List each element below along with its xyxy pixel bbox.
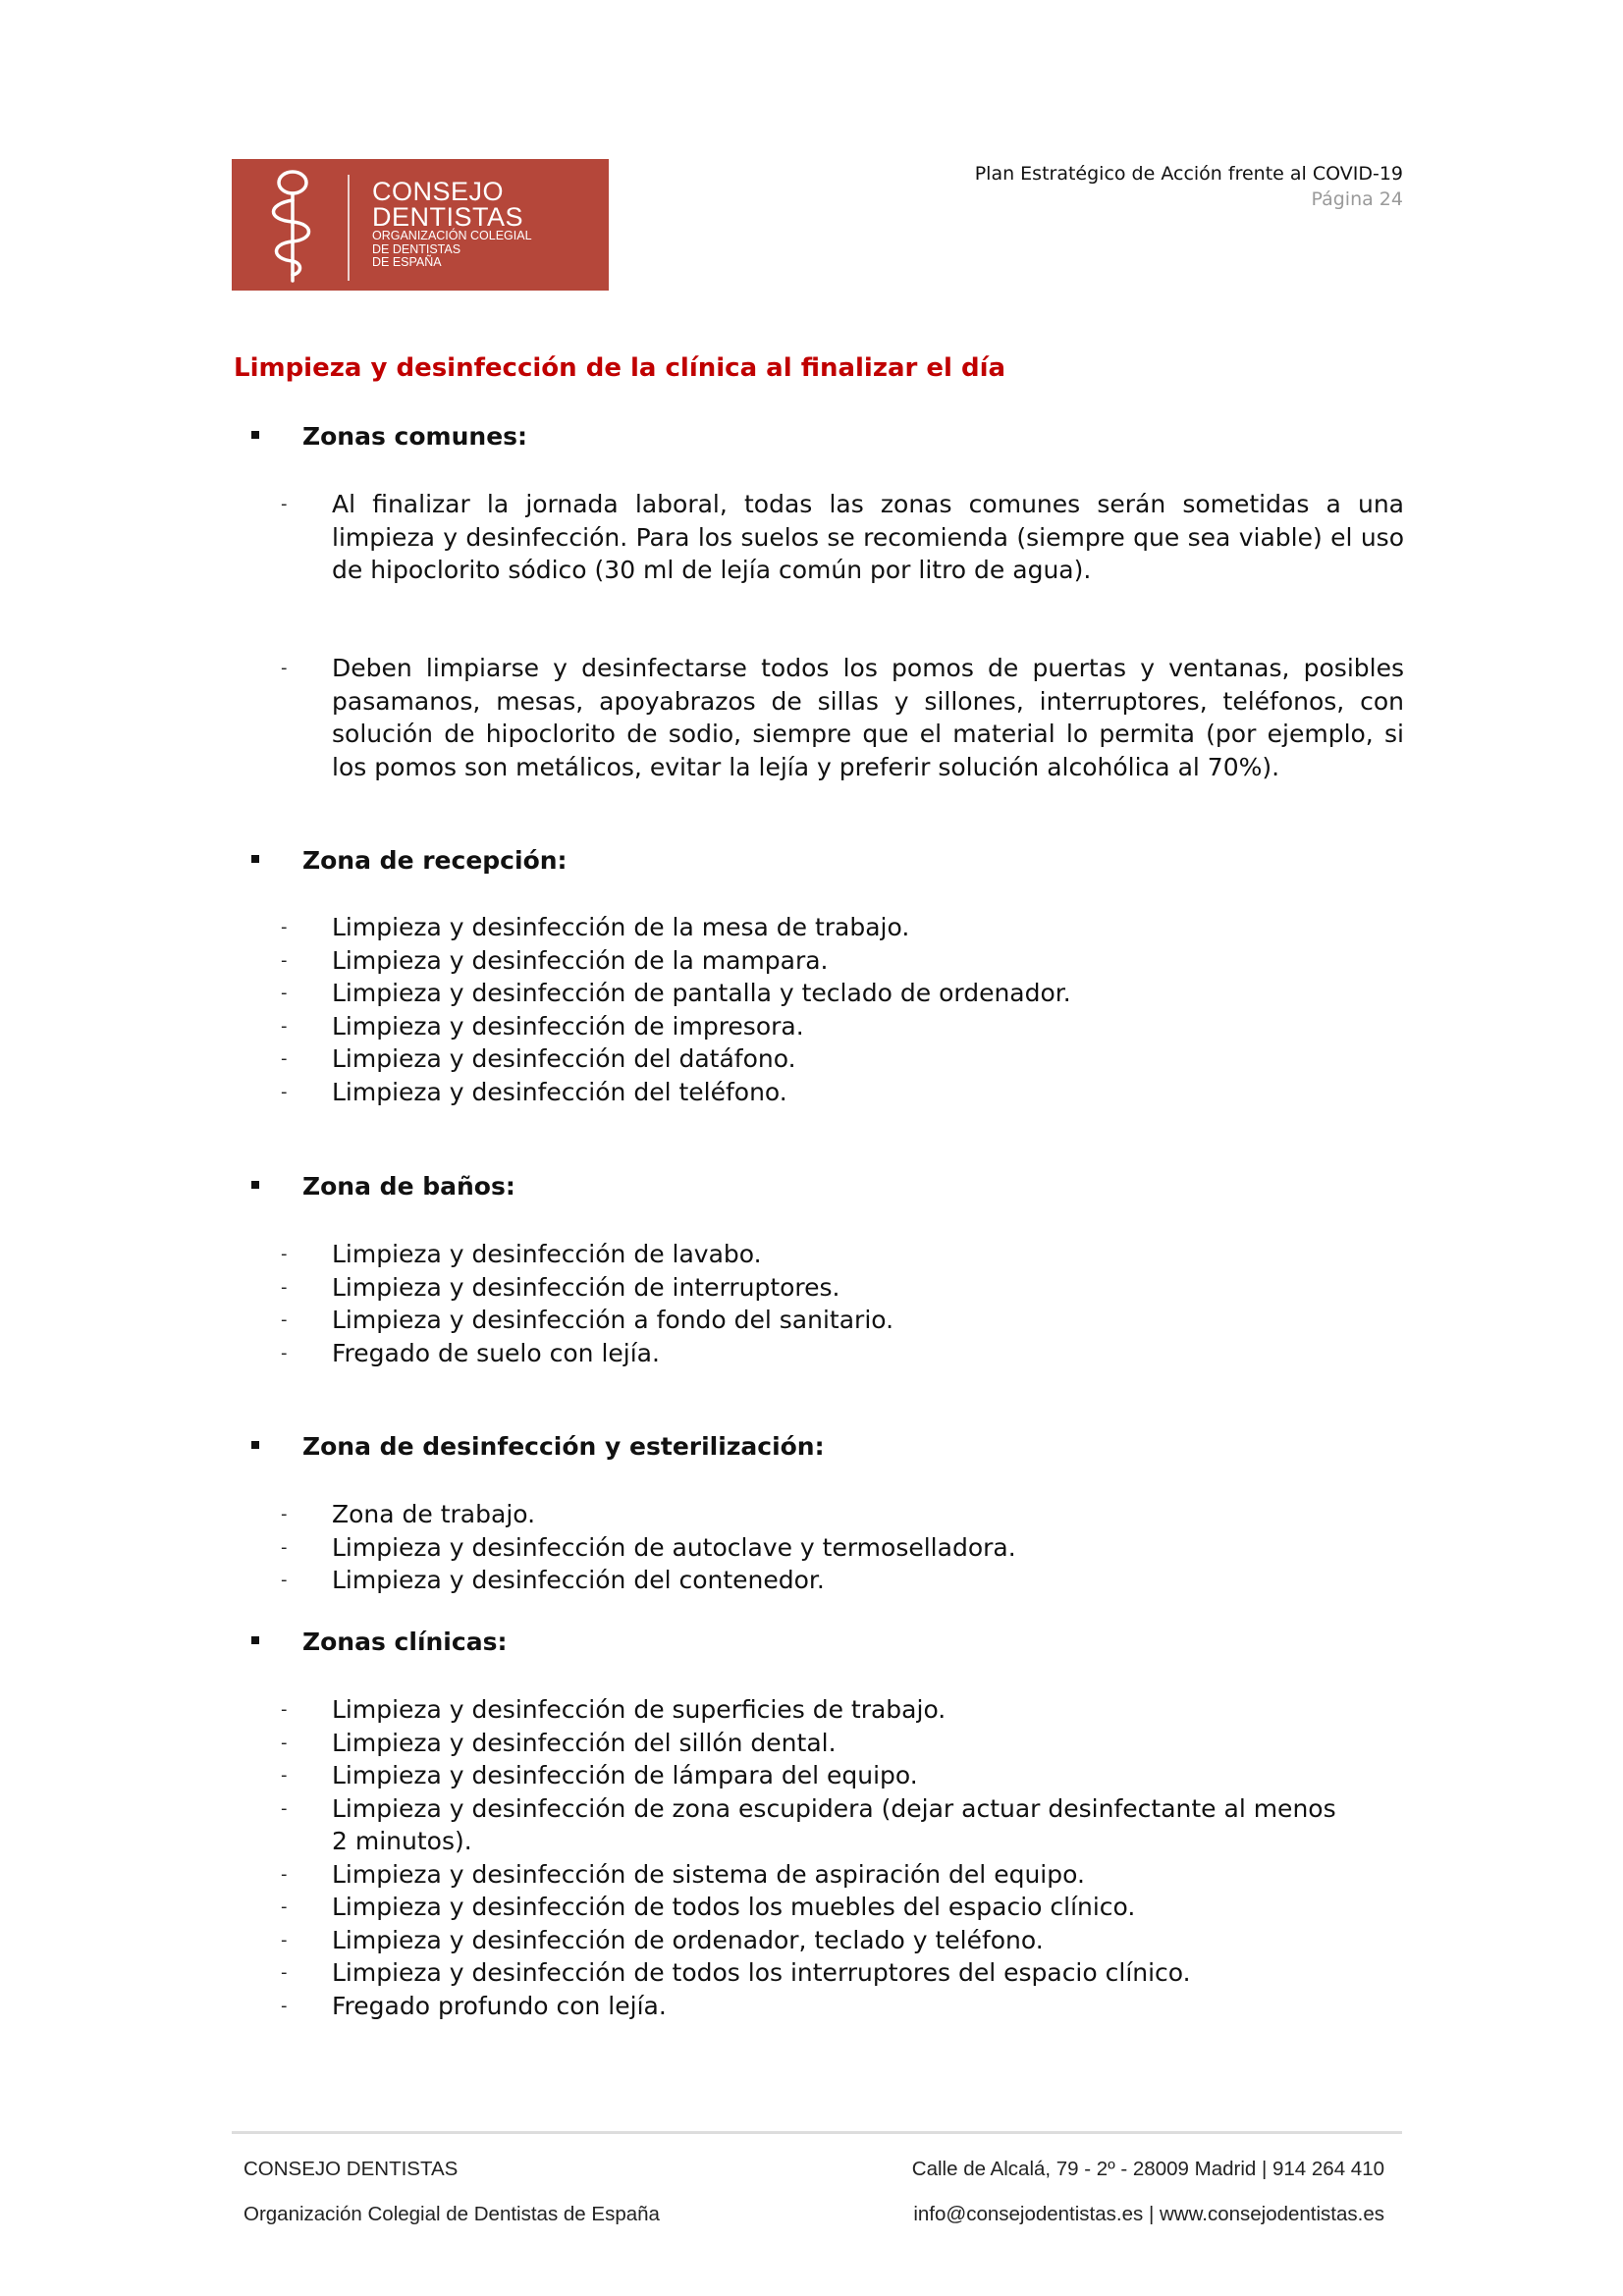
dash-bullet-icon: - [281,1309,288,1330]
section-title: Limpieza y desinfección de la clínica al finalizar el día [234,353,1006,383]
dash-bullet-icon: - [281,658,288,678]
square-bullet-icon [251,431,259,439]
list-recepcion [281,911,1404,1108]
section-heading-recepcion: Zona de recepción: [251,846,568,875]
list-item: - Limpieza y desinfección de pantalla y teclado de ordenador. [281,977,1404,1010]
logo-separator [348,175,350,281]
logo-wordmark: CONSEJO DENTISTAS [372,177,524,232]
list-item: - Limpieza y desinfección de impresora. [281,1010,1404,1043]
dash-bullet-icon: - [281,1699,288,1720]
section-heading-desinfeccion: Zona de desinfección y esterilización: [251,1432,825,1461]
square-bullet-icon [251,1441,259,1449]
dash-bullet-icon: - [281,1797,288,1819]
list-item: - Limpieza y desinfección del datáfono. [281,1042,1404,1076]
dash-bullet-icon: - [281,1536,288,1558]
dash-bullet-icon: - [281,494,288,514]
list-item: - Limpieza y desinfección de todos los muebles del espacio clínico. [281,1891,1404,1924]
caduceus-icon [253,165,332,287]
footer-contact: info@consejodentistas.es | www.consejodentistas.es [913,2203,1384,2225]
list-item: - Limpieza y desinfección de autoclave y termoselladora. [281,1531,1404,1565]
list-item: - Limpieza y desinfección de zona escupidera (dejar actuar desinfectante al menos 2 minutos). [281,1793,1336,1855]
dash-bullet-icon: - [281,1995,288,2016]
dash-bullet-icon: - [281,1048,288,1069]
list-clinicas [281,1693,1404,2022]
dash-bullet-icon: - [281,1765,288,1786]
list-item: - Limpieza y desinfección de sistema de aspiración del equipo. [281,1858,1404,1892]
list-desinfeccion [281,1498,1404,1597]
list-zonas-comunes [281,488,1404,587]
list-item: - Limpieza y desinfección del sillón dental. [281,1727,1404,1760]
dash-bullet-icon: - [281,1276,288,1298]
dash-bullet-icon: - [281,1081,288,1102]
section-heading-zonas-comunes: Zonas comunes: [251,422,527,451]
page-header [975,161,1403,212]
square-bullet-icon [251,855,259,863]
list-item: - Limpieza y desinfección a fondo del sanitario. [281,1304,1404,1337]
list-item: - Limpieza y desinfección de ordenador, teclado y teléfono. [281,1924,1404,1957]
dash-bullet-icon: - [281,1570,288,1590]
footer-address: Calle de Alcalá, 79 - 2º - 28009 Madrid | 914 264 410 [911,2158,1384,2180]
list-item: - Al finalizar la jornada laboral, todas las zonas comunes serán sometidas a una limpieza y desinfección. Para los suelos se recomienda (siempre que sea viable) el uso de hipoclorito sódico (30 ml de lejía común por litro de agua). [281,490,1404,584]
page-number: Página 24 [1311,188,1403,210]
list-item: - Fregado de suelo con lejía. [281,1337,1404,1370]
dash-bullet-icon: - [281,949,288,971]
dash-bullet-icon: - [281,983,288,1003]
list-item: - Zona de trabajo. [281,1498,1404,1531]
document-title: Plan Estratégico de Acción frente al COVID-19 [974,163,1403,185]
footer-org-full: Organización Colegial de Dentistas de España [243,2203,660,2225]
logo [232,159,609,291]
square-bullet-icon [251,1181,259,1189]
section-heading-clinicas: Zonas clínicas: [251,1628,507,1656]
footer-divider [232,2131,1402,2134]
dash-bullet-icon: - [281,1504,288,1524]
footer-org: CONSEJO DENTISTAS [243,2158,459,2180]
list-item: - Limpieza y desinfección de lámpara del equipo. [281,1759,1404,1792]
list-item: - Limpieza y desinfección de lavabo. [281,1238,1404,1271]
dash-bullet-icon: - [281,917,288,937]
square-bullet-icon [251,1636,259,1644]
section-heading-banos: Zona de baños: [251,1172,515,1201]
dash-bullet-icon: - [281,1732,288,1753]
dash-bullet-icon: - [281,1929,288,1950]
list-banos [281,1238,1404,1369]
list-item: - Limpieza y desinfección del contenedor. [281,1564,1404,1597]
list-item: - Limpieza y desinfección de superficies de trabajo. [281,1693,1404,1727]
list-item: - Deben limpiarse y desinfectarse todos los pomos de puertas y ventanas, posibles pasamanos, mesas, apoyabrazos de sillas y sillones, interruptores, teléfonos, con solución de hipoclorito de sodio, siempre que el material lo permita (por ejemplo, si los pomos son metálicos, evitar la lejía y preferir solución alcohólica al 70%). [281,654,1404,781]
dash-bullet-icon: - [281,1863,288,1885]
list-item: - Limpieza y desinfección de interruptores. [281,1271,1404,1305]
logo-subtitle: ORGANIZACIÓN COLEGIAL DE DENTISTAS DE ESPAÑA [372,229,532,269]
list-item: - Limpieza y desinfección de la mesa de trabajo. [281,911,1404,944]
list-item: - Limpieza y desinfección de todos los interruptores del espacio clínico. [281,1956,1404,1990]
dash-bullet-icon: - [281,1342,288,1363]
list-item: - Fregado profundo con lejía. [281,1990,1404,2023]
list-item: - Limpieza y desinfección del teléfono. [281,1076,1404,1109]
dash-bullet-icon: - [281,1896,288,1917]
dash-bullet-icon: - [281,1015,288,1037]
list-zonas-comunes-2 [281,652,1404,783]
list-item: - Limpieza y desinfección de la mampara. [281,944,1404,978]
dash-bullet-icon: - [281,1962,288,1983]
dash-bullet-icon: - [281,1244,288,1264]
